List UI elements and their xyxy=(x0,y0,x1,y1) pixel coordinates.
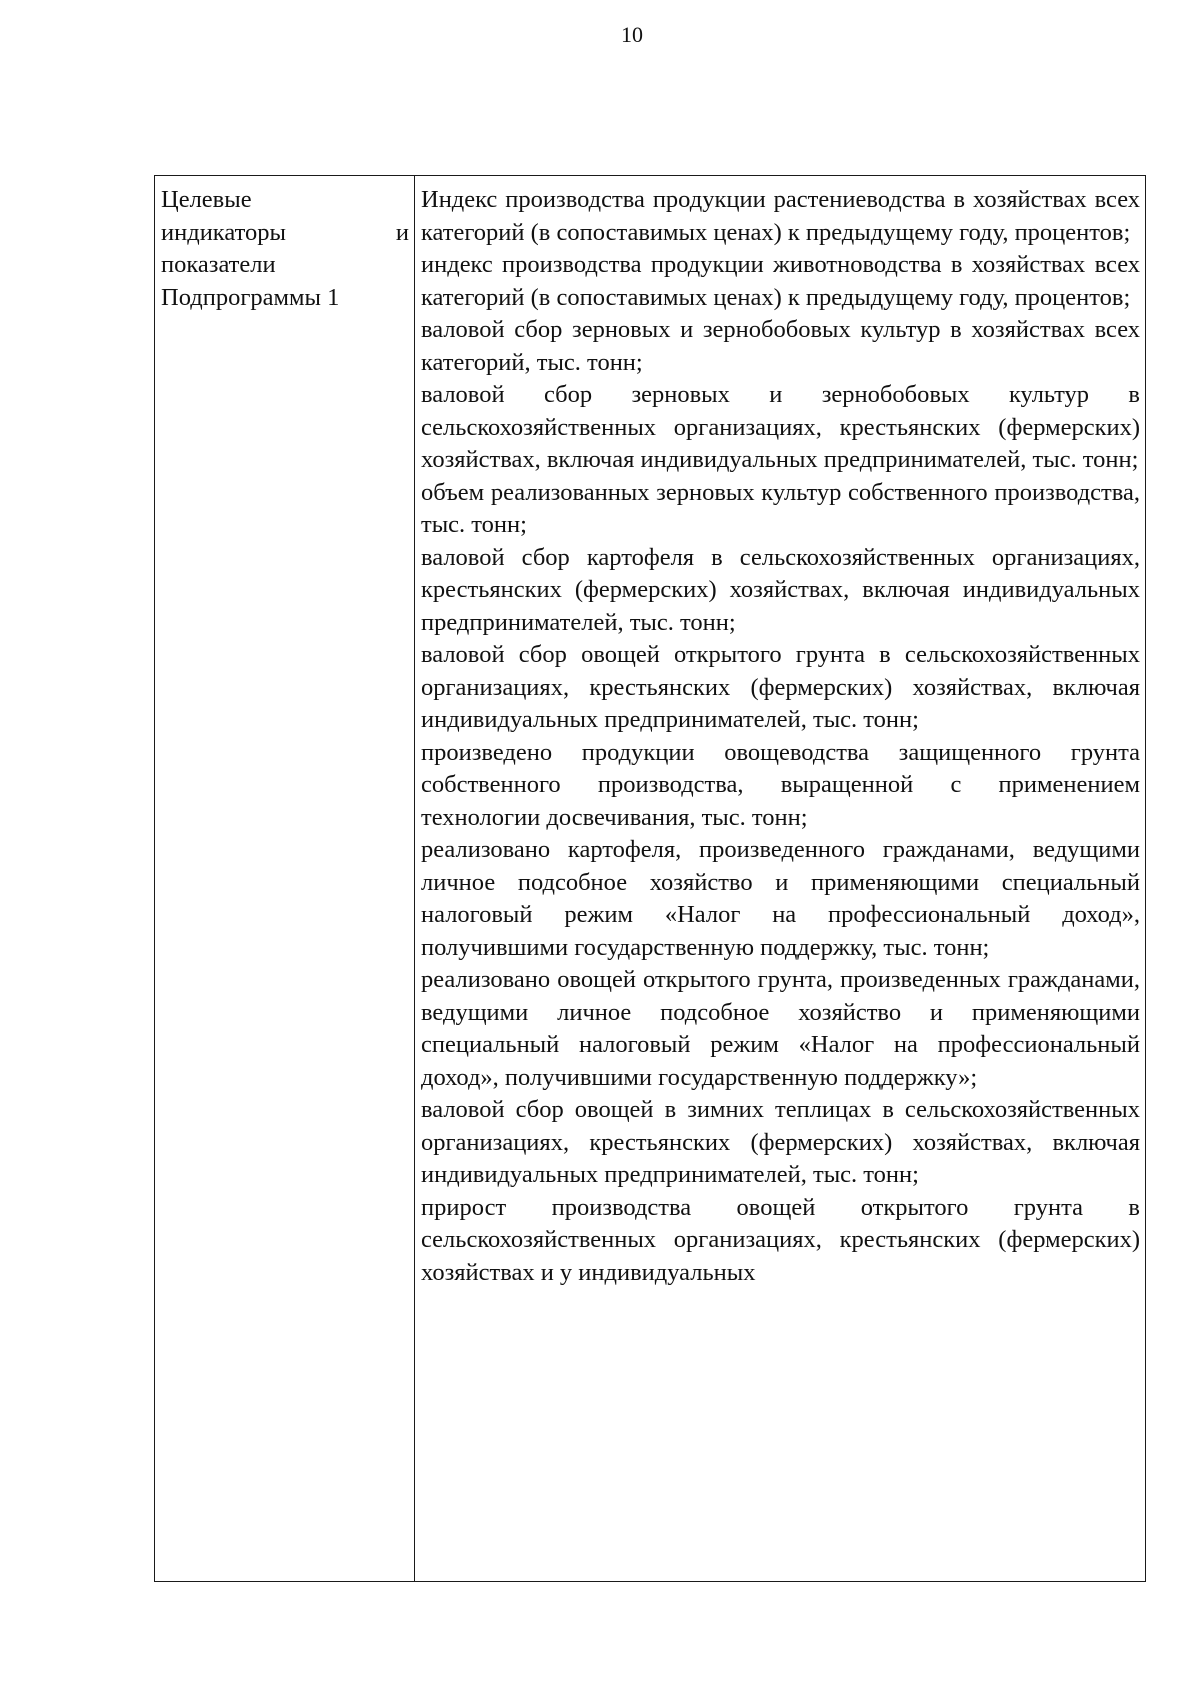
indicator-item: реализовано овощей открытого грунта, произведенных гражданами, ведущими личное подсобное хозяйство и применяющими специальный налоговый режим «Налог на профессиональный доход», получившими государственную поддержку»; xyxy=(421,966,1140,1091)
row-label-line: Целевые xyxy=(161,186,252,213)
row-content-cell xyxy=(415,176,1146,1582)
indicator-item: индекс производства продукции животноводства в хозяйствах всех категорий (в сопоставимых ценах) к предыдущему году, процентов; xyxy=(421,251,1140,311)
row-label xyxy=(161,184,409,314)
row-label-line: Подпрограммы 1 xyxy=(161,283,340,311)
indicator-item: валовой сбор зерновых и зернобобовых культур в сельскохозяйственных организациях, крестьянских (фермерских) хозяйствах, включая индивидуальных предпринимателей, тыс. тонн; xyxy=(421,381,1140,473)
indicator-item: произведено продукции овощеводства защищенного грунта собственного производства, выращенной с применением технологии досвечивания, тыс. тонн; xyxy=(421,738,1140,831)
row-label-line: показатели xyxy=(161,251,276,278)
row-label-cell xyxy=(155,176,415,1582)
page-number: 10 xyxy=(621,22,643,47)
indicator-item: Индекс производства продукции растениеводства в хозяйствах всех категорий (в сопоставимых ценах) к предыдущему году, процентов; xyxy=(421,186,1140,246)
table-row xyxy=(155,176,1146,1582)
indicator-item: прирост производства овощей открытого грунта в сельскохозяйственных организациях, крестьянских (фермерских) хозяйствах и у индивидуальных xyxy=(421,1193,1140,1286)
indicator-item: валовой сбор овощей в зимних теплицах в сельскохозяйственных организациях, крестьянских (фермерских) хозяйствах, включая индивидуальных предпринимателей, тыс. тонн; xyxy=(421,1096,1140,1188)
indicator-item: валовой сбор овощей открытого грунта в сельскохозяйственных организациях, крестьянских (фермерских) хозяйствах, включая индивидуальных предпринимателей, тыс. тонн; xyxy=(421,641,1140,733)
indicator-item: реализовано картофеля, произведенного гражданами, ведущими личное подсобное хозяйство и применяющими специальный налоговый режим «Налог на профессиональный доход», получившими государственную поддержку, тыс. тонн; xyxy=(421,836,1140,961)
indicator-item: валовой сбор картофеля в сельскохозяйственных организациях, крестьянских (фермерских) хозяйствах, включая индивидуальных предпринимателей, тыс. тонн; xyxy=(421,543,1140,636)
row-label-line: индикаторы и xyxy=(161,218,409,246)
indicator-item: валовой сбор зерновых и зернобобовых культур в хозяйствах всех категорий, тыс. тонн; xyxy=(421,316,1140,376)
indicator-item: объем реализованных зерновых культур собственного производства, тыс. тонн; xyxy=(421,478,1140,538)
program-passport-table xyxy=(154,175,1146,1582)
